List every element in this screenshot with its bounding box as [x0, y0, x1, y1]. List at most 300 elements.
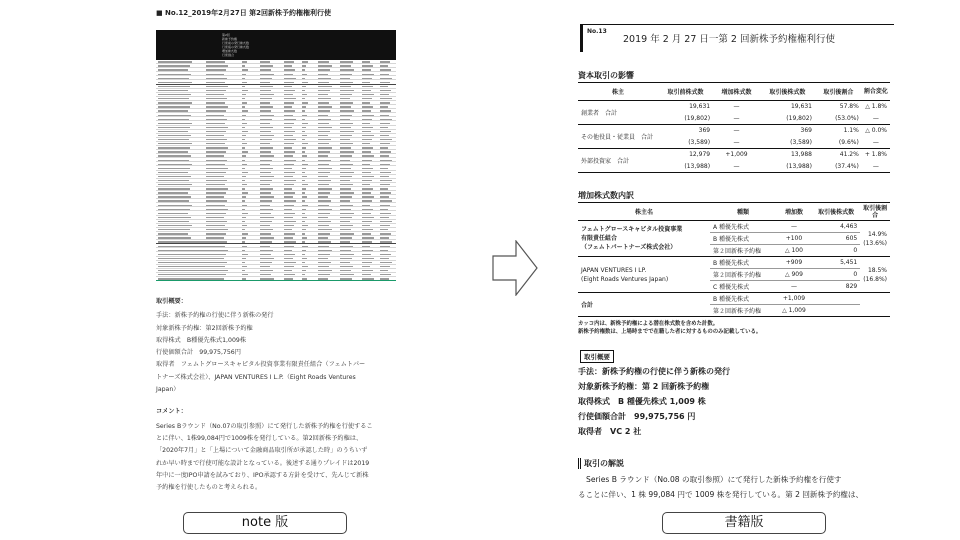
note-table-cell: [340, 180, 350, 181]
note-table-cell: [340, 270, 351, 271]
note-table-cell: [242, 65, 245, 66]
note-table-cell: [318, 184, 329, 185]
note-table-cell: [242, 160, 245, 161]
note-table-cell: [340, 266, 353, 267]
note-table-cell: [340, 160, 350, 161]
note-table-cell: [242, 254, 248, 255]
note-table-cell: [242, 180, 245, 181]
note-table-cell: [260, 254, 271, 255]
note-table-cell: [318, 274, 330, 275]
note-table-cell: [284, 90, 295, 91]
note-table-cell: [362, 135, 374, 136]
note-table-cell: [362, 246, 370, 247]
note-table-cell: [362, 258, 374, 259]
ratio-value: 18.5%: [867, 266, 887, 274]
note-table-cell: [206, 86, 228, 87]
note-table-cell: [362, 221, 372, 222]
note-table-cell: [302, 131, 305, 132]
note-table-cell: [260, 221, 272, 222]
note-table-cell: [318, 254, 330, 255]
note-table-cell: [380, 123, 390, 124]
ratio-cell: [860, 257, 890, 293]
note-table-cell: [340, 237, 352, 238]
cell: 369: [698, 127, 711, 135]
note-table-cell: [318, 160, 331, 161]
note-table-cell: [340, 225, 353, 226]
note-table-cell: [206, 241, 227, 242]
note-table-cell: [362, 184, 370, 185]
note-table-cell: [284, 86, 292, 87]
note-table-cell: [318, 209, 332, 210]
cell: 57.8%: [839, 103, 859, 111]
note-table-cell: [302, 65, 306, 66]
note-table-cell: [206, 192, 226, 193]
note-table-cell: [242, 106, 245, 107]
note-table-cell: [242, 237, 246, 238]
note-summary-line: 手法：新株予約権の行使に伴う新株の発行: [156, 312, 274, 320]
increase-header-cell: 取引後株式数: [812, 203, 860, 221]
note-table-cell: [206, 200, 227, 201]
note-table-cell: [318, 115, 328, 116]
note-table-cell: [242, 225, 247, 226]
note-table-cell: [318, 98, 331, 99]
note-table-cell: [260, 168, 273, 169]
note-table-cell: [206, 217, 224, 218]
note-table-cell: [318, 180, 331, 181]
cell: 5,451: [812, 257, 860, 269]
share-increase-table: [578, 202, 890, 317]
capital-impact-table: [578, 82, 890, 173]
explanation-body: [578, 472, 890, 502]
note-table-cell: [362, 115, 374, 116]
note-table-cell: [380, 164, 390, 165]
note-table-cell: [318, 143, 329, 144]
note-table-cell: [206, 143, 225, 144]
share-increase-title: 増加株式数内訳: [578, 191, 634, 200]
note-table-cell: [242, 209, 245, 210]
note-table-cell: [362, 155, 374, 156]
note-table-cell: [260, 102, 270, 103]
share-type: C 種優先株式: [710, 281, 776, 293]
note-table-cell: [260, 94, 274, 95]
note-table-cell: [380, 225, 390, 226]
note-summary-line: 取得者 フェムトグロースキャピタル投資事業有限責任組合（フェムトパー: [156, 361, 366, 369]
note-table-cell: [302, 217, 307, 218]
note-table-cell: [206, 102, 225, 103]
note-table-cell: [302, 106, 306, 107]
note-table-cell: [362, 160, 372, 161]
note-table-cell: [284, 102, 294, 103]
note-table-cell: [380, 241, 392, 242]
note-table-cell: [362, 233, 371, 234]
note-table-cell: [318, 127, 332, 128]
note-table-cell: [302, 110, 305, 111]
note-table-cell: [242, 258, 246, 259]
note-table-cell: [284, 246, 294, 247]
share-type: A 種優先株式: [710, 221, 776, 233]
note-table-cell: [284, 258, 293, 259]
note-table-cell: [302, 241, 305, 242]
note-table-cell: [318, 250, 332, 251]
note-table-cell: [242, 229, 245, 230]
note-table-cell: [362, 61, 370, 62]
note-table-cell: [380, 115, 389, 116]
note-table-cell: [362, 98, 372, 99]
note-table-cell: [158, 164, 192, 165]
note-table-cell: [380, 250, 388, 251]
note-table-cell: [260, 217, 274, 218]
note-table-cell: [380, 229, 388, 230]
note-table-cell: [242, 119, 245, 120]
cell: △ 1.8%: [865, 103, 887, 111]
share-type: B 種優先株式: [710, 293, 776, 305]
note-table-cell: [362, 262, 372, 263]
note-table-cell: [242, 115, 246, 116]
note-table-cell: [302, 147, 306, 148]
note-table-cell: [302, 246, 308, 247]
table-footnotes: [578, 320, 761, 336]
note-table-cell: [158, 94, 191, 95]
note-table-cell: [206, 225, 225, 226]
note-table-cell: [158, 106, 190, 107]
note-table-cell: [362, 164, 370, 165]
note-table-cell: [340, 147, 351, 148]
note-table-cell: [242, 110, 248, 111]
note-table-cell: [380, 127, 388, 128]
note-table-cell: [284, 200, 296, 201]
note-table-cell: [242, 168, 245, 169]
capital-header-cell: 取引後株式数: [760, 83, 815, 101]
note-table-cell: [340, 221, 350, 222]
note-table-cell: [362, 123, 370, 124]
note-table-cell: [302, 69, 305, 70]
note-table-cell: [380, 258, 389, 259]
note-table-cell: [260, 205, 270, 206]
note-table-cell: [340, 151, 354, 152]
cell: (3,589): [760, 137, 815, 149]
note-table-cell: [380, 176, 389, 177]
note-table-cell: [380, 254, 391, 255]
note-table-cell: [260, 225, 270, 226]
note-table-cell: [242, 164, 247, 165]
note-table-cell: [260, 209, 273, 210]
note-table-cell: [318, 225, 329, 226]
note-table-header: [156, 30, 396, 60]
note-table-cell: [362, 102, 370, 103]
note-table-cell: [242, 278, 246, 279]
capital-header-cell: 割合変化: [862, 83, 890, 101]
note-table-cell: [302, 127, 306, 128]
note-table-cell: [302, 135, 307, 136]
note-table-header-cell: 新株予約権: [222, 37, 238, 41]
note-table-cell: [206, 98, 227, 99]
shareholder-name: その他役員・従業員 合計: [578, 125, 658, 149]
note-table-cell: [260, 278, 274, 279]
note-table-cell: [362, 106, 373, 107]
note-table-cell: [318, 69, 330, 70]
note-table-cell: [158, 254, 206, 255]
note-table-cell: [362, 143, 370, 144]
note-table-cell: [340, 176, 352, 177]
note-table-cell: [260, 106, 273, 107]
note-comment-line: れか早い時まで行使可能な設計となっている。後述する通りプレイドは2019: [156, 459, 370, 467]
note-table-cell: [362, 78, 372, 79]
note-table-cell: [340, 131, 354, 132]
note-table-cell: [284, 143, 294, 144]
note-table-cell: [284, 98, 296, 99]
note-table-cell: [340, 127, 351, 128]
note-table-cell: [284, 188, 292, 189]
note-table-cell: [158, 241, 206, 242]
note-table-cell: [158, 119, 189, 120]
note-table-cell: [302, 86, 306, 87]
note-table-cell: [302, 176, 307, 177]
note-table-cell: [206, 180, 227, 181]
deal-summary-line: 手法：新株予約権の行使に伴う新株の発行: [578, 367, 730, 376]
note-table-cell: [284, 82, 294, 83]
note-table-cell: [158, 250, 206, 251]
deal-summary-line: 行使価額合計 99,975,756 円: [578, 412, 696, 421]
note-table-cell: [362, 200, 372, 201]
note-table-cell: [340, 61, 353, 62]
note-table-cell: [242, 86, 245, 87]
note-table-cell: [260, 246, 270, 247]
capital-header-cell: 取引後割合: [815, 83, 862, 101]
note-table-cell: [242, 241, 245, 242]
note-table-cell: [242, 61, 247, 62]
investor-name-line: （フェムトパートナーズ株式会社）: [581, 244, 677, 251]
note-table-cell: [158, 188, 190, 189]
note-table-cell: [340, 250, 351, 251]
note-table-header-cell: 行使前の発行株式数: [222, 41, 250, 45]
cell: (9.6%): [815, 137, 862, 149]
cell: 19,631: [689, 103, 711, 111]
note-table-cell: [242, 74, 246, 75]
note-table-cell: [260, 172, 271, 173]
note-table-cell: [362, 168, 373, 169]
note-table-cell: [340, 123, 353, 124]
ratio-value-potential: (13.6%): [863, 239, 887, 247]
note-table-cell: [302, 262, 305, 263]
note-table-cell: [302, 172, 305, 173]
note-table-cell: [284, 205, 294, 206]
note-table-cell: [340, 110, 354, 111]
note-table-cell: [284, 119, 296, 120]
note-table-cell: [340, 200, 350, 201]
cell: —: [776, 281, 812, 293]
cell: +909: [776, 257, 812, 269]
note-table-cell: [206, 270, 228, 271]
note-table-row: [156, 277, 396, 281]
note-table-cell: [362, 172, 371, 173]
note-table-cell: [362, 270, 373, 271]
note-table-cell: [362, 213, 371, 214]
note-table-cell: [206, 278, 224, 279]
cell: + 1.8%: [864, 151, 887, 159]
explanation-line: ることに伴い、1 株 99,084 円で 1009 株を発行している。第 2 回新株予約権は、: [578, 490, 864, 499]
note-table-cell: [206, 262, 227, 263]
deal-summary-line: 取得者 VC 2 社: [578, 427, 642, 436]
cell: (53.0%): [815, 113, 862, 125]
note-table-cell: [242, 69, 248, 70]
note-table-cell: [362, 119, 372, 120]
note-table-cell: [206, 123, 225, 124]
note-table-cell: [242, 250, 245, 251]
capital-header-cell: 取引前株式数: [658, 83, 713, 101]
note-table-cell: [302, 164, 308, 165]
note-table-cell: [284, 131, 295, 132]
note-table-cell: [362, 241, 372, 242]
cell: —: [733, 103, 740, 111]
note-table-cell: [242, 270, 245, 271]
note-table-cell: [260, 98, 272, 99]
note-table-cell: [362, 74, 374, 75]
cell: △ 100: [776, 245, 812, 257]
note-table-cell: [340, 233, 354, 234]
note-table-cell: [284, 266, 294, 267]
note-comment-line: 予約権を行使したものと考えられる。: [156, 484, 262, 492]
note-table-cell: [284, 233, 295, 234]
note-table-cell: [260, 188, 273, 189]
note-table-cell: [340, 65, 351, 66]
note-comment-line: 年中に一度IPO申請を試みており、IPO承認する方針を受けて、先んじて新株: [156, 471, 369, 479]
note-table-cell: [302, 78, 305, 79]
note-table-cell: [260, 143, 270, 144]
note-table-cell: [302, 209, 306, 210]
note-table-cell: [158, 221, 189, 222]
note-table-cell: [380, 196, 389, 197]
note-table-cell: [380, 217, 389, 218]
note-table-cell: [302, 90, 305, 91]
note-table-cell: [318, 213, 330, 214]
note-table-cell: [158, 274, 206, 275]
note-version-panel: [150, 0, 400, 512]
note-table-cell: [380, 168, 388, 169]
note-table-cell: [206, 274, 226, 275]
note-table-cell: [206, 258, 224, 259]
note-table-cell: [206, 131, 226, 132]
cell: —: [862, 113, 890, 125]
capital-header-cell: 株主: [578, 83, 658, 101]
note-table-cell: [158, 262, 206, 263]
note-table-cell: [158, 225, 192, 226]
cell: —: [733, 127, 740, 135]
capital-impact-title: 資本取引の影響: [578, 71, 634, 80]
book-version-label: 書籍版: [662, 512, 826, 534]
note-table-cell: [284, 217, 293, 218]
note-table-cell: [340, 172, 354, 173]
note-table-cell: [318, 123, 329, 124]
increase-header-cell: 増加数: [776, 203, 812, 221]
note-table-cell: [260, 139, 272, 140]
note-table-cell: [362, 266, 370, 267]
note-table-cell: [242, 82, 247, 83]
share-type: B 種優先株式: [710, 257, 776, 269]
note-table-cell: [206, 160, 227, 161]
note-table-cell: [242, 188, 245, 189]
note-table-cell: [158, 196, 191, 197]
note-table-cell: [340, 86, 351, 87]
note-table-cell: [284, 176, 293, 177]
note-table-cell: [242, 233, 248, 234]
note-table-cell: [380, 274, 391, 275]
note-table-cell: [284, 106, 292, 107]
note-table-cell: [284, 74, 293, 75]
note-table-cell: [318, 151, 330, 152]
note-table-cell: [362, 151, 371, 152]
note-table-cell: [242, 246, 247, 247]
deal-summary-line: 取得株式 B 種優先株式 1,009 株: [578, 397, 706, 406]
cell: △ 1,009: [776, 305, 812, 317]
note-table-cell: [380, 221, 392, 222]
note-table-cell: [206, 90, 226, 91]
note-table-cell: [206, 209, 228, 210]
note-table-cell: [380, 86, 388, 87]
note-table-cell: [302, 74, 307, 75]
note-table-cell: [318, 65, 332, 66]
note-table-cell: [242, 217, 246, 218]
note-table-cell: [242, 196, 246, 197]
ratio-cell: [860, 221, 890, 257]
total-label: 合計: [578, 293, 710, 317]
note-version-label: note 版: [183, 512, 347, 534]
cell: (19,802): [658, 113, 713, 125]
note-table-cell: [284, 160, 296, 161]
note-table-cell: [242, 127, 245, 128]
note-table-cell: [260, 250, 273, 251]
note-table-cell: [380, 143, 390, 144]
note-table-cell: [340, 143, 353, 144]
note-table-cell: [260, 90, 271, 91]
note-table-cell: [284, 196, 293, 197]
note-table-cell: [284, 164, 294, 165]
note-table-cell: [158, 98, 189, 99]
note-table-cell: [260, 262, 272, 263]
note-table-cell: [206, 151, 226, 152]
note-table-cell: [362, 209, 373, 210]
note-summary-line: 取得株式 B種優先株式1,009株: [156, 336, 247, 344]
note-table-cell: [318, 266, 329, 267]
note-table-cell: [260, 74, 274, 75]
note-table-cell: [362, 229, 373, 230]
note-table-cell: [380, 155, 389, 156]
note-table-cell: [284, 229, 292, 230]
note-table-cell: [340, 74, 352, 75]
note-table-cell: [302, 102, 308, 103]
note-table-cell: [318, 164, 329, 165]
note-table-cell: [302, 250, 306, 251]
note-table-cell: [302, 221, 305, 222]
note-table-cell: [340, 106, 351, 107]
note-table-cell: [340, 90, 354, 91]
note-table-cell: [206, 110, 226, 111]
investor-name-femto: [578, 221, 710, 257]
note-table-cell: [340, 115, 352, 116]
note-table-cell: [318, 78, 331, 79]
cell: (37.4%): [815, 161, 862, 173]
note-table-cell: [318, 200, 331, 201]
note-table-cell: [260, 192, 271, 193]
note-table-cell: [158, 160, 189, 161]
note-table-cell: [206, 155, 224, 156]
note-table-cell: [362, 225, 370, 226]
note-table-cell: [284, 254, 295, 255]
note-table-cell: [380, 184, 390, 185]
note-table-cell: [380, 192, 391, 193]
note-table-cell: [380, 110, 391, 111]
book-entry-title: 2019 年 2 月 27 日一第 2 回新株予約権権利行使: [623, 34, 835, 45]
note-table-cell: [302, 119, 305, 120]
